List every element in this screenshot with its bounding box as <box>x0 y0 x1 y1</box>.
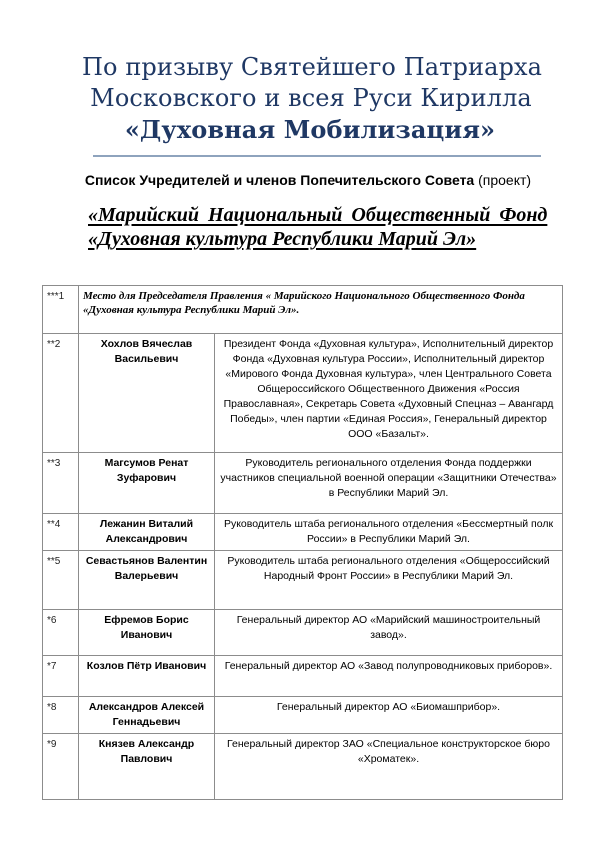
table-row <box>43 514 563 551</box>
fund-name-line-2: «Духовная культура Республики Марий Эл» <box>88 228 477 250</box>
fund-name <box>88 203 548 251</box>
member-name: Магсумов Ренат Зуфарович <box>79 453 215 514</box>
table-row-chair <box>43 286 563 334</box>
header-divider <box>93 155 541 157</box>
chair-placeholder: Место для Председателя Правления « Марийского Национального Общественного Фонда «Духовная культура Республики Марий Эл». <box>79 286 563 334</box>
member-position: Президент Фонда «Духовная культура», Исполнительный директор Фонда «Духовная культура России», Исполнительный директор «Мирового Фонда Духовная культура», член Центрального Совета Общероссийского Общественного Движения «Россия Православная», Секретарь Совета «Духовный Спецназ – Авангард Победы», член партии «Единая Россия», Генеральный директор ООО «Базальт». <box>215 334 563 453</box>
row-number: **3 <box>43 453 79 514</box>
table-row <box>43 551 563 610</box>
subtitle-bold: Список Учредителей и членов Попечительского Совета <box>84 172 475 188</box>
document-subtitle <box>0 172 600 188</box>
member-name: Ефремов Борис Иванович <box>79 610 215 656</box>
member-position: Генеральный директор АО «Завод полупроводниковых приборов». <box>215 656 563 697</box>
row-number: **5 <box>43 551 79 610</box>
document-header <box>0 52 600 145</box>
row-number: *7 <box>43 656 79 697</box>
member-position: Руководитель регионального отделения Фонда поддержки участников специальной военной операции «Защитники Отечества» в Республики Марий Эл. <box>215 453 563 514</box>
row-number: *6 <box>43 610 79 656</box>
header-line-2: Московского и всея Руси Кирилла <box>90 84 532 112</box>
member-position: Генеральный директор ЗАО «Специальное конструкторское бюро «Хроматек». <box>215 734 563 800</box>
member-name: Хохлов Вячеслав Васильевич <box>79 334 215 453</box>
row-number: **4 <box>43 514 79 551</box>
member-position: Руководитель штаба регионального отделения «Общероссийский Народный Фронт России» в Республики Марий Эл. <box>215 551 563 610</box>
member-name: Александров Алексей Геннадьевич <box>79 697 215 734</box>
subtitle-draft-note: (проект) <box>474 172 532 188</box>
members-table <box>42 285 563 800</box>
table-row <box>43 334 563 453</box>
member-name: Козлов Пётр Иванович <box>79 656 215 697</box>
table-row <box>43 697 563 734</box>
header-title: «Духовная Мобилизация» <box>124 115 496 144</box>
member-name: Лежанин Виталий Александрович <box>79 514 215 551</box>
member-position: Генеральный директор АО «Марийский машиностроительный завод». <box>215 610 563 656</box>
row-number: *8 <box>43 697 79 734</box>
member-position: Генеральный директор АО «Биомашприбор». <box>215 697 563 734</box>
table-row <box>43 610 563 656</box>
row-number: ***1 <box>43 286 79 334</box>
table-row <box>43 453 563 514</box>
fund-name-line-1: «Марийский Национальный Общественный Фонд <box>88 204 548 226</box>
member-position: Руководитель штаба регионального отделения «Бессмертный полк России» в Республики Марий Эл. <box>215 514 563 551</box>
row-number: **2 <box>43 334 79 453</box>
member-name: Князев Александр Павлович <box>79 734 215 800</box>
table-row <box>43 734 563 800</box>
table-row <box>43 656 563 697</box>
row-number: *9 <box>43 734 79 800</box>
header-line-1: По призыву Святейшего Патриарха <box>82 53 542 81</box>
member-name: Севастьянов Валентин Валерьевич <box>79 551 215 610</box>
